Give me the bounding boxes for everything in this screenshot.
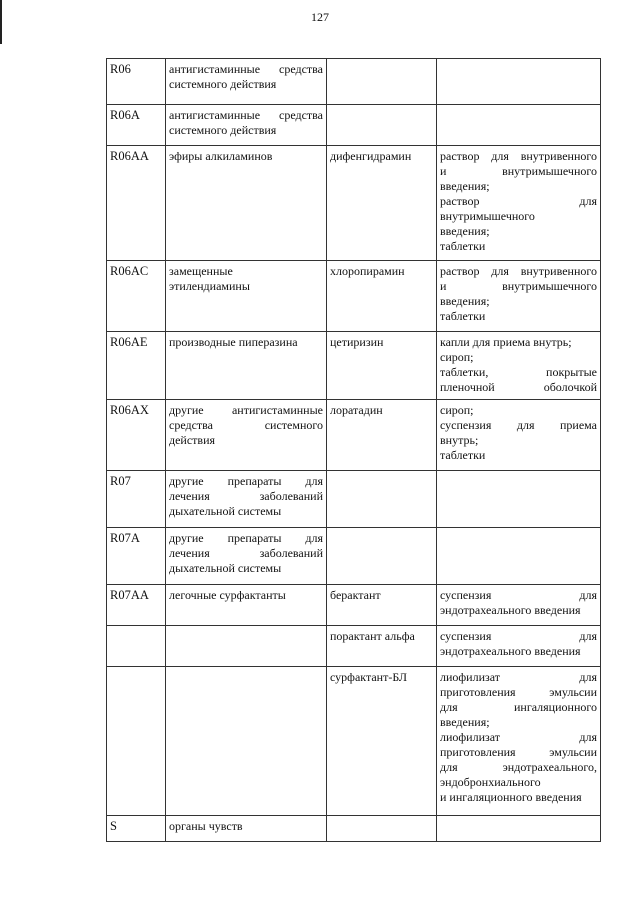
drug-name-cell <box>327 261 437 332</box>
dosage-form-line: введения; <box>440 179 490 193</box>
atc-code: R06AX <box>110 403 149 417</box>
pharmacological-group-line: лечения заболеваний <box>169 489 323 503</box>
dosage-form-line: эндотрахеального введения <box>440 644 581 658</box>
atc-code: R07AA <box>110 588 149 602</box>
dosage-form-line: раствор для внутривенного <box>440 149 597 163</box>
atc-code: R06AE <box>110 335 148 349</box>
drug-name: лоратадин <box>330 403 383 417</box>
dosage-forms-cell <box>437 146 601 261</box>
atc-code: R06 <box>110 62 131 76</box>
atc-code-cell <box>107 667 166 816</box>
dosage-form-line: внутримышечного <box>440 209 535 223</box>
dosage-forms-cell <box>437 261 601 332</box>
dosage-form-line: эндотрахеального введения <box>440 603 581 617</box>
drug-name-cell <box>327 471 437 528</box>
atc-code-cell <box>107 261 166 332</box>
pharmacological-group-line: другие препараты для <box>169 531 323 545</box>
pharmacological-group-line: системного действия <box>169 123 277 137</box>
dosage-form-line: введения; <box>440 294 490 308</box>
dosage-forms-cell <box>437 816 601 842</box>
dosage-form-line: сироп; <box>440 403 474 417</box>
atc-code-cell <box>107 59 166 105</box>
atc-code: R07A <box>110 531 140 545</box>
dosage-forms-cell <box>437 626 601 667</box>
pharmacological-group-line: лечения заболеваний <box>169 546 323 560</box>
dosage-form-line: суспензия для приема <box>440 418 597 432</box>
drug-name-cell <box>327 626 437 667</box>
pharmacological-group-cell <box>166 261 327 332</box>
dosage-forms-cell <box>437 471 601 528</box>
table-row <box>107 816 601 842</box>
pharmacological-group-line: этилендиамины <box>169 279 250 293</box>
atc-code-cell <box>107 471 166 528</box>
pharmacological-group-cell <box>166 816 327 842</box>
table-row <box>107 667 601 816</box>
drug-name: хлоропирамин <box>330 264 405 278</box>
dosage-form-line: и ингаляционного введения <box>440 790 582 804</box>
pharmacological-group-line: системного действия <box>169 77 277 91</box>
atc-code: R06AA <box>110 149 149 163</box>
pharmacological-group-cell <box>166 332 327 400</box>
dosage-form-line: введения; <box>440 715 490 729</box>
dosage-form-line: и внутримышечного <box>440 279 597 293</box>
dosage-forms-cell <box>437 667 601 816</box>
atc-code: S <box>110 819 117 833</box>
dosage-form-line: и внутримышечного <box>440 164 597 178</box>
dosage-form-line: для эндотрахеального, <box>440 760 597 774</box>
pharmacological-group-line: другие препараты для <box>169 474 323 488</box>
pharmacological-group-cell <box>166 585 327 626</box>
atc-code-cell <box>107 816 166 842</box>
dosage-form-line: суспензия для <box>440 588 597 602</box>
pharmacological-group-cell <box>166 105 327 146</box>
dosage-form-line: раствор для <box>440 194 597 208</box>
atc-code: R06A <box>110 108 140 122</box>
pharmacological-group-cell <box>166 400 327 471</box>
drug-name-cell <box>327 105 437 146</box>
dosage-form-line: таблетки <box>440 309 486 323</box>
table-row <box>107 528 601 585</box>
table-row <box>107 471 601 528</box>
drug-name: сурфактант-БЛ <box>330 670 408 684</box>
atc-code-cell <box>107 146 166 261</box>
drug-name: порактант альфа <box>330 629 415 643</box>
pharmacological-group-line: антигистаминные средства <box>169 108 323 122</box>
drug-name: дифенгидрамин <box>330 149 412 163</box>
drug-name-cell <box>327 528 437 585</box>
page-number: 127 <box>311 10 329 24</box>
table-row <box>107 626 601 667</box>
drug-name-cell <box>327 59 437 105</box>
dosage-forms-cell <box>437 400 601 471</box>
dosage-form-line: введения; <box>440 224 490 238</box>
drug-name-cell <box>327 400 437 471</box>
drug-name-cell <box>327 332 437 400</box>
dosage-form-line: таблетки <box>440 239 486 253</box>
drug-classification-table <box>106 58 601 842</box>
pharmacological-group-cell <box>166 528 327 585</box>
dosage-forms-cell <box>437 105 601 146</box>
pharmacological-group-line: другие антигистаминные <box>169 403 323 417</box>
table-row <box>107 332 601 400</box>
dosage-form-line: эндобронхиального <box>440 775 541 789</box>
atc-code-cell <box>107 400 166 471</box>
drug-name-cell <box>327 585 437 626</box>
pharmacological-group-line: замещенные <box>169 264 233 278</box>
pharmacological-group-line: дыхательной системы <box>169 561 282 575</box>
atc-code: R06AC <box>110 264 149 278</box>
dosage-form-line: суспензия для <box>440 629 597 643</box>
pharmacological-group-line: эфиры алкиламинов <box>169 149 273 163</box>
dosage-form-line: таблетки, покрытые <box>440 365 597 379</box>
table-row <box>107 585 601 626</box>
pharmacological-group-cell <box>166 146 327 261</box>
drug-name: берактант <box>330 588 381 602</box>
pharmacological-group-line: органы чувств <box>169 819 243 833</box>
dosage-forms-cell <box>437 585 601 626</box>
table-row <box>107 146 601 261</box>
table-row <box>107 261 601 332</box>
pharmacological-group-line: антигистаминные средства <box>169 62 323 76</box>
dosage-form-line: лиофилизат для <box>440 730 597 744</box>
pharmacological-group-line: дыхательной системы <box>169 504 282 518</box>
pharmacological-group-line: легочные сурфактанты <box>169 588 286 602</box>
dosage-form-line: приготовления эмульсии <box>440 745 597 759</box>
pharmacological-group-line: производные пиперазина <box>169 335 298 349</box>
dosage-forms-cell <box>437 332 601 400</box>
dosage-forms-cell <box>437 528 601 585</box>
dosage-form-line: лиофилизат для <box>440 670 597 684</box>
drug-name-cell <box>327 146 437 261</box>
pharmacological-group-line: средства системного <box>169 418 323 432</box>
atc-code-cell <box>107 626 166 667</box>
table-row <box>107 59 601 105</box>
drug-name-cell <box>327 816 437 842</box>
dosage-form-line: приготовления эмульсии <box>440 685 597 699</box>
pharmacological-group-line: действия <box>169 433 216 447</box>
dosage-form-line: внутрь; <box>440 433 479 447</box>
table-row <box>107 105 601 146</box>
dosage-forms-cell <box>437 59 601 105</box>
drug-name: цетиризин <box>330 335 384 349</box>
dosage-form-line: таблетки <box>440 448 486 462</box>
atc-code-cell <box>107 585 166 626</box>
dosage-form-line: сироп; <box>440 350 474 364</box>
atc-code-cell <box>107 332 166 400</box>
pharmacological-group-cell <box>166 626 327 667</box>
dosage-form-line: раствор для внутривенного <box>440 264 597 278</box>
atc-code: R07 <box>110 474 131 488</box>
drug-name-cell <box>327 667 437 816</box>
dosage-form-line: пленочной оболочкой <box>440 380 597 394</box>
atc-code-cell <box>107 528 166 585</box>
atc-code-cell <box>107 105 166 146</box>
dosage-form-line: капли для приема внутрь; <box>440 335 572 349</box>
dosage-form-line: для ингаляционного <box>440 700 597 714</box>
table-row <box>107 400 601 471</box>
pharmacological-group-cell <box>166 471 327 528</box>
pharmacological-group-cell <box>166 59 327 105</box>
pharmacological-group-cell <box>166 667 327 816</box>
